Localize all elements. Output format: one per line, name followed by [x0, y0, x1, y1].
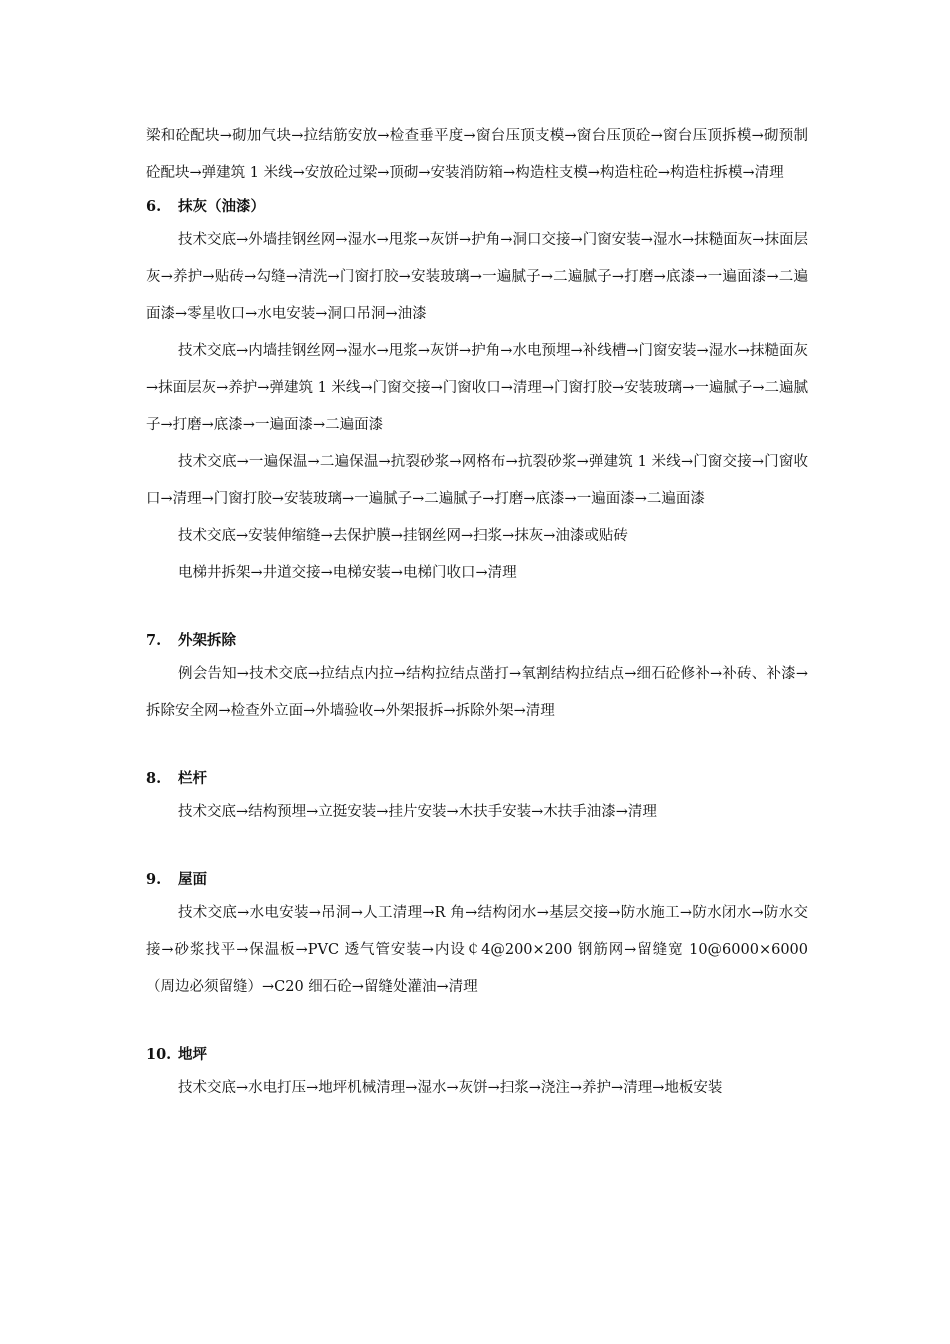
section-number: 8.	[146, 770, 162, 787]
spacer	[146, 1006, 808, 1040]
section-title: 外架拆除	[178, 632, 236, 649]
section-7	[146, 626, 808, 730]
spacer	[146, 592, 808, 626]
paragraph: 技术交底→外墙挂钢丝网→湿水→甩浆→灰饼→护角→洞口交接→门窗安装→湿水→抹糙面灰→抹面层灰→养护→贴砖→勾缝→清洗→门窗打胶→安装玻璃→一遍腻子→二遍腻子→打磨→底漆→一遍面漆→二遍面漆→零星收口→水电安装→洞口吊洞→油漆	[146, 232, 808, 322]
paragraph: 技术交底→结构预埋→立挺安装→挂片安装→木扶手安装→木扶手油漆→清理	[178, 804, 657, 820]
section-9	[146, 865, 808, 1006]
section-heading	[146, 626, 808, 656]
paragraph: 技术交底→安装伸缩缝→去保护膜→挂钢丝网→扫浆→抹灰→油漆或贴砖	[178, 528, 628, 544]
section-title: 屋面	[178, 871, 207, 888]
section-number: 9.	[146, 871, 162, 888]
document-page	[146, 118, 808, 1107]
section-title: 抹灰（油漆）	[178, 198, 265, 215]
section-heading	[146, 865, 808, 895]
paragraph: 技术交底→一遍保温→二遍保温→抗裂砂浆→网格布→抗裂砂浆→弹建筑 1 米线→门窗交接→门窗收口→清理→门窗打胶→安装玻璃→一遍腻子→二遍腻子→打磨→底漆→一遍面漆→二遍面漆	[146, 454, 808, 507]
paragraph: 电梯井拆架→井道交接→电梯安装→电梯门收口→清理	[178, 565, 517, 581]
section-heading	[146, 192, 808, 222]
spacer	[146, 831, 808, 865]
section-10	[146, 1040, 808, 1107]
spacer	[146, 730, 808, 764]
section-heading	[146, 764, 808, 794]
section-6	[146, 192, 808, 592]
paragraph: 技术交底→内墙挂钢丝网→湿水→甩浆→灰饼→护角→水电预埋→补线槽→门窗安装→湿水→抹糙面灰→抹面层灰→养护→弹建筑 1 米线→门窗交接→门窗收口→清理→门窗打胶→安装玻璃→一遍腻子→二遍腻子→打磨→底漆→一遍面漆→二遍面漆	[146, 343, 808, 433]
paragraph: 技术交底→水电安装→吊洞→人工清理→R 角→结构闭水→基层交接→防水施工→防水闭水→防水交接→砂浆找平→保温板→PVC 透气管安装→内设￠4@200×200 钢筋网→留缝宽 10@6000×6000（周边必须留缝）→C20 细石砼→留缝处灌油→清理	[146, 905, 808, 995]
paragraph: 例会告知→技术交底→拉结点内拉→结构拉结点凿打→氧割结构拉结点→细石砼修补→补砖、补漆→拆除安全网→检查外立面→外墙验收→外架报拆→拆除外架→清理	[146, 666, 808, 719]
section-title: 栏杆	[178, 770, 207, 787]
section-number: 10.	[146, 1046, 172, 1063]
section-number: 6.	[146, 198, 162, 215]
intro-paragraph: 梁和砼配块→砌加气块→拉结筋安放→检查垂平度→窗台压顶支模→窗台压顶砼→窗台压顶拆模→砌预制砼配块→弹建筑 1 米线→安放砼过梁→顶砌→安装消防箱→构造柱支模→构造柱砼→构造柱拆模→清理	[146, 128, 808, 181]
section-title: 地坪	[178, 1046, 207, 1063]
section-heading	[146, 1040, 808, 1070]
section-8	[146, 764, 808, 831]
section-number: 7.	[146, 632, 162, 649]
paragraph: 技术交底→水电打压→地坪机械清理→湿水→灰饼→扫浆→浇注→养护→清理→地板安装	[178, 1080, 723, 1096]
